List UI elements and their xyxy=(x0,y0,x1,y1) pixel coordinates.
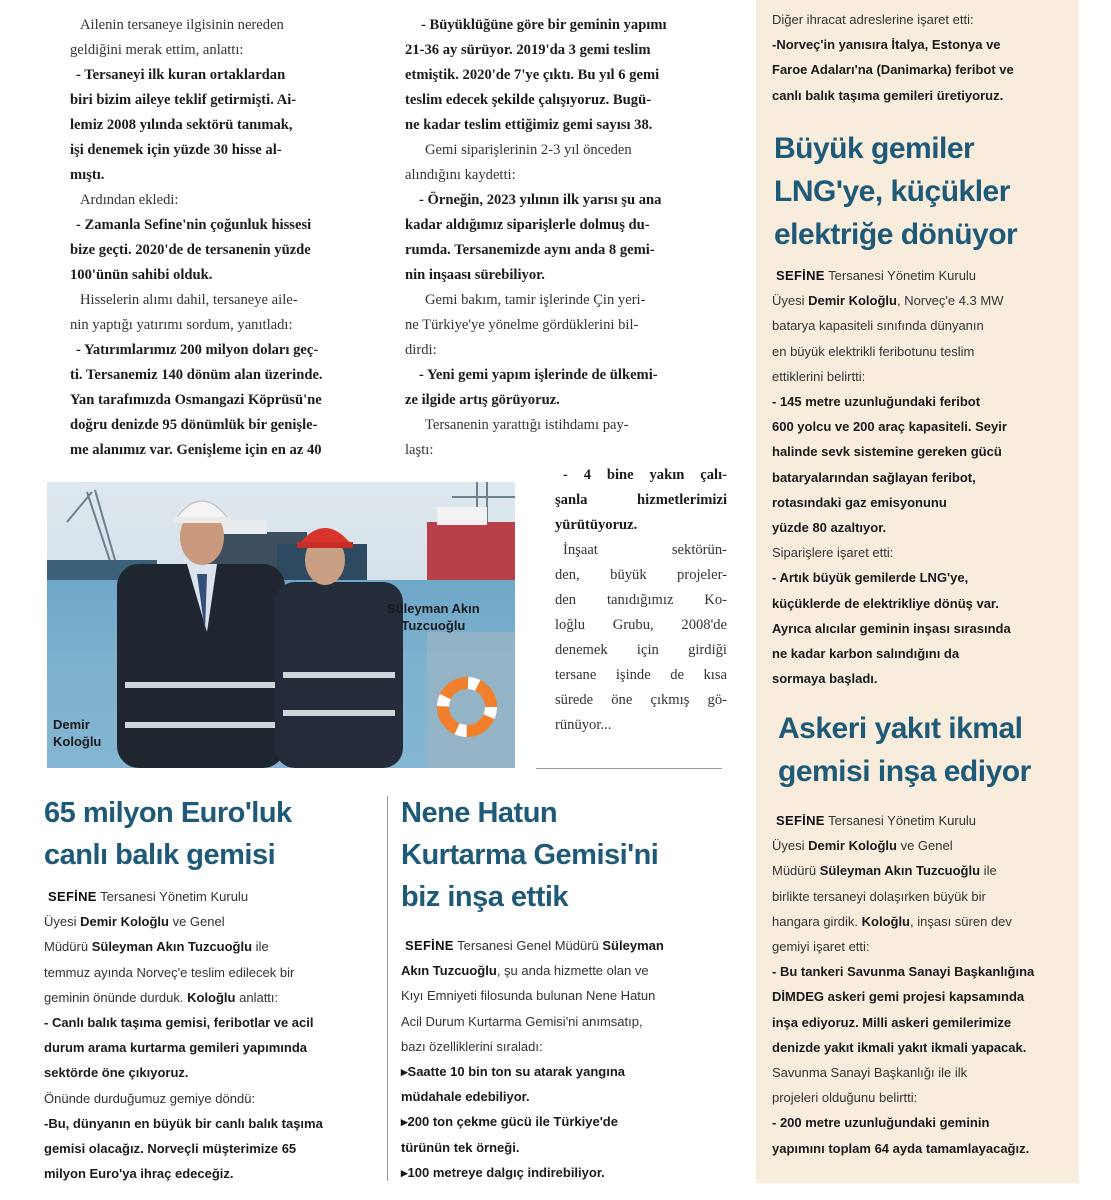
text-line: Tersanenin yarattığı istihdamı pay- xyxy=(425,417,629,433)
text-line: SEFİNE Tersanesi Yönetim Kurulu xyxy=(48,889,249,904)
quote-line: - 200 metre uzunluğundaki geminin xyxy=(772,1115,990,1131)
quote-line: - 4 bine yakın çalı- xyxy=(563,467,727,483)
sidebar-body-1 xyxy=(772,263,1072,691)
quote-line: Yan tarafımızda Osmangazi Köprüsü'ne xyxy=(70,392,322,408)
text-span: Tersanesi Yönetim Kurulu xyxy=(100,889,249,904)
quote-line: rotasındaki gaz emisyonunu xyxy=(772,494,947,510)
text-line: geldiğini merak ettim, anlattı: xyxy=(70,42,244,58)
bullet-line: ▸Saatte 10 bin ton su atarak yangına xyxy=(401,1064,625,1080)
quote-line: - Tersaneyi ilk kuran ortaklardan xyxy=(76,67,286,83)
text-line: Üyesi Demir Koloğlu ve Genel xyxy=(44,914,225,930)
quote-line: Faroe Adaları'na (Danimarka) feribot ve xyxy=(772,62,1014,78)
quote-line: canlı balık taşıma gemileri üretiyoruz. xyxy=(772,87,1004,103)
quote-line: sektörde öne çıkıyoruz. xyxy=(44,1065,189,1081)
quote-line: - Zamanla Sefine'nin çoğunluk hissesi xyxy=(76,217,312,233)
text-line: temmuz ayında Norveç'e teslim edilecek bir xyxy=(44,964,295,980)
caption-text: Demir xyxy=(53,717,90,732)
text-line: Müdürü Süleyman Akın Tuzcuoğlu ile xyxy=(772,863,997,879)
quote-line: bize geçti. 2020'de de tersanenin yüzde xyxy=(70,242,311,258)
quote-line: doğru denizde 95 dönümlük bir genişle- xyxy=(70,417,318,433)
text-line: Ardından ekledi: xyxy=(80,192,179,208)
text-line: birlikte tersaneyi dolaşırken büyük bir xyxy=(772,888,986,904)
quote-line: 600 yolcu ve 200 araç kapasiteli. Seyir xyxy=(772,419,1007,435)
quote-line: - 145 metre uzunluğundaki feribot xyxy=(772,394,981,410)
bullet-line: ▸100 metreye dalgıç indirebiliyor. xyxy=(401,1164,605,1180)
quote-line: işi denemek için yüzde 30 hisse al- xyxy=(70,142,282,158)
photo-caption-left xyxy=(53,716,101,750)
text-line: dirdi: xyxy=(405,342,437,358)
section-headline xyxy=(401,792,658,918)
text-line: sürede öne çıkmış gö- xyxy=(555,692,727,708)
text-line: bazı özelliklerini sıraladı: xyxy=(401,1038,543,1054)
text-line: Gemi siparişlerinin 2-3 yıl önceden xyxy=(425,142,632,158)
text-line: SEFİNE Tersanesi Genel Müdürü Süleyman xyxy=(405,938,664,953)
text-line: Müdürü Süleyman Akın Tuzcuoğlu ile xyxy=(44,939,269,955)
quote-line: - Artık büyük gemilerde LNG'ye, xyxy=(772,570,969,586)
quote-line: ne kadar teslim ettiğimiz gemi sayısı 38. xyxy=(405,117,653,133)
text-line: Önünde durduğumuz gemiye döndü: xyxy=(44,1090,256,1106)
text-line: Ailenin tersaneye ilgisinin nereden xyxy=(80,17,284,33)
text-line: SEFİNE Tersanesi Yönetim Kurulu xyxy=(776,268,977,283)
sidebar-body-2 xyxy=(772,808,1072,1161)
text-line: projeleri olduğunu belirtti: xyxy=(772,1090,918,1106)
headline-line: Askeri yakıt ikmal xyxy=(778,712,1023,745)
headline-line: 65 milyon Euro'luk xyxy=(44,797,292,829)
quote-line: - Canlı balık taşıma gemisi, feribotlar ve acil xyxy=(44,1015,314,1031)
text-line: en büyük elektrikli feribotunu teslim xyxy=(772,343,975,359)
text-line: Savunma Sanayi Başkanlığı ile ilk xyxy=(772,1065,968,1081)
quote-line: - Örneğin, 2023 yılının ilk yarısı şu ana xyxy=(419,192,662,208)
caption-text: Süleyman Akın xyxy=(387,601,480,616)
section-body xyxy=(44,884,374,1186)
quote-line: mıştı. xyxy=(70,167,105,183)
quote-line: yapımını toplam 64 ayda tamamlayacağız. xyxy=(772,1140,1030,1156)
text-line: batarya kapasiteli sınıfında dünyanın xyxy=(772,318,984,334)
headline-line: Büyük gemiler xyxy=(774,132,975,165)
quote-line: biri bizim aileye teklif getirmişti. Ai- xyxy=(70,92,297,108)
sidebar-headline xyxy=(778,707,1031,793)
quote-line: rumda. Tersanemizde aynı anda 8 gemi- xyxy=(405,242,655,258)
quote-line: gemisi olacağız. Norveçli müşterimize 65 xyxy=(44,1141,297,1157)
headline-line: elektriğe dönüyor xyxy=(774,218,1018,251)
text-line: rünüyor... xyxy=(555,717,612,733)
quote-line: etmiştik. 2020'de 7'ye çıktı. Bu yıl 6 gemi xyxy=(405,67,660,83)
article-column-2 xyxy=(405,13,727,463)
quote-line: - Yatırımlarımız 200 milyon doları geç- xyxy=(76,342,319,358)
text-line: denemek için girdiği xyxy=(555,642,727,658)
sidebar-intro xyxy=(772,7,1072,108)
quote-line: milyon Euro'ya ihraç edeceğiz. xyxy=(44,1166,234,1182)
headline-line: gemisi inşa ediyor xyxy=(778,755,1031,788)
headline-line: biz inşa ettik xyxy=(401,881,569,913)
quote-line: -Bu, dünyanın en büyük bir canlı balık taşıma xyxy=(44,1115,323,1131)
sidebar-headline xyxy=(774,127,1017,256)
article-column-2-wrap xyxy=(555,463,727,738)
quote-line: durum arama kurtarma gemileri yapımında xyxy=(44,1040,307,1056)
headline-line: LNG'ye, küçükler xyxy=(774,175,1010,208)
text-line: Üyesi Demir Koloğlu ve Genel xyxy=(772,838,953,854)
caption-text: Tuzcuoğlu xyxy=(401,618,466,633)
text-line: Diğer ihracat adreslerine işaret etti: xyxy=(772,12,974,27)
photo-caption-right xyxy=(387,600,480,634)
text-line: Üyesi Demir Koloğlu, Norveç'e 4.3 MW xyxy=(772,293,1004,309)
quote-line: ze ilgide artış görüyoruz. xyxy=(405,392,560,408)
section-headline xyxy=(44,792,292,876)
quote-line: - Yeni gemi yapım işlerinde de ülkemi- xyxy=(419,367,658,383)
quote-line: 21-36 ay sürüyor. 2019'da 3 gemi teslim xyxy=(405,42,651,58)
text-line: ettiklerini belirtti: xyxy=(772,368,866,384)
quote-line: 100'ünün sahibi olduk. xyxy=(70,267,213,283)
quote-line: yüzde 80 azaltıyor. xyxy=(772,520,887,536)
text-line: gemiyi işaret etti: xyxy=(772,939,870,955)
text-line: alındığını kaydetti: xyxy=(405,167,516,183)
text-line: SEFİNE Tersanesi Yönetim Kurulu xyxy=(776,813,977,828)
text-line: İnşaat sektörün- xyxy=(563,542,727,558)
quote-line: lemiz 2008 yılında sektörü tanımak, xyxy=(70,117,293,133)
text-line: hangara girdik. Koloğlu, inşası süren dev xyxy=(772,913,1012,929)
quote-line: - Bu tankeri Savunma Sanayi Başkanlığına xyxy=(772,964,1035,980)
quote-line: sormaya başladı. xyxy=(772,671,878,687)
article-column-1 xyxy=(70,13,378,463)
quote-line: - Büyüklüğüne göre bir geminin yapımı xyxy=(421,17,667,33)
quote-line: ti. Tersanemiz 140 dönüm alan üzerinde. xyxy=(70,367,323,383)
text-line: Kıyı Emniyeti filosunda bulunan Nene Hatun xyxy=(401,988,656,1004)
quote-line: me alanımız var. Genişleme için en az 40 xyxy=(70,442,322,458)
quote-line: inşa ediyoruz. Milli askeri gemilerimize xyxy=(772,1014,1012,1030)
quote-line: -Norveç'in yanısıra İtalya, Estonya ve xyxy=(772,37,1001,53)
quote-line: yürütüyoruz. xyxy=(555,517,638,533)
quote-line: şanla hizmetlerimizi xyxy=(555,492,727,508)
headline-line: Kurtarma Gemisi'ni xyxy=(401,839,659,871)
text-line: ne Türkiye'ye yönelme gördüklerini bil- xyxy=(405,317,639,333)
caption-text: Koloğlu xyxy=(53,734,102,749)
text-line: tersane işinde de kısa xyxy=(555,667,727,683)
quote-line: halinde sevk sistemine gereken gücü xyxy=(772,444,1002,460)
text-line: den tanıdığımız Ko- xyxy=(555,592,727,608)
text-line: loğlu Grubu, 2008'de xyxy=(555,617,727,633)
bullet-line: müdahale edebiliyor. xyxy=(401,1089,530,1105)
bullet-line: ▸200 ton çekme gücü ile Türkiye'de xyxy=(401,1114,618,1130)
quote-line: denizde yakıt ikmali yakıt ikmali yapacak. xyxy=(772,1039,1027,1055)
bullet-line: türünün tek örneği. xyxy=(401,1139,520,1155)
text-line: nin yaptığı yatırımı sordum, yanıtladı: xyxy=(70,317,293,333)
quote-line: DİMDEG askeri gemi projesi kapsamında xyxy=(772,989,1025,1005)
text-line: Acil Durum Kurtarma Gemisi'ni anımsatıp, xyxy=(401,1013,643,1029)
text-line: geminin önünde durduk. Koloğlu anlattı: xyxy=(44,989,279,1005)
quote-line: Ayrıca alıcılar geminin inşası sırasında xyxy=(772,620,1011,636)
text-line: laştı: xyxy=(405,442,434,458)
quote-line: kadar aldığımız siparişlerle dolmuş du- xyxy=(405,217,650,233)
divider-line xyxy=(387,796,388,1181)
shipyard-photo xyxy=(47,482,515,768)
headline-line: Nene Hatun xyxy=(401,797,558,829)
text-line: Gemi bakım, tamir işlerinde Çin yeri- xyxy=(425,292,646,308)
section-body xyxy=(401,933,736,1185)
quote-line: nin inşaası sürebiliyor. xyxy=(405,267,545,283)
quote-line: teslim edecek şekilde çalışıyoruz. Bugü- xyxy=(405,92,652,108)
text-line: den, büyük projeler- xyxy=(555,567,727,583)
quote-line: bataryalarından sağlayan feribot, xyxy=(772,469,976,485)
text-line: Siparişlere işaret etti: xyxy=(772,545,894,561)
divider-line xyxy=(536,768,722,769)
text-line: Akın Tuzcuoğlu, şu anda hizmette olan ve xyxy=(401,963,649,979)
quote-line: ne kadar karbon salındığını da xyxy=(772,646,960,662)
headline-line: canlı balık gemisi xyxy=(44,839,276,871)
text-line: Hisselerin alımı dahil, tersaneye aile- xyxy=(80,292,298,308)
quote-line: küçüklerde de elektrikliye dönüş var. xyxy=(772,595,999,611)
